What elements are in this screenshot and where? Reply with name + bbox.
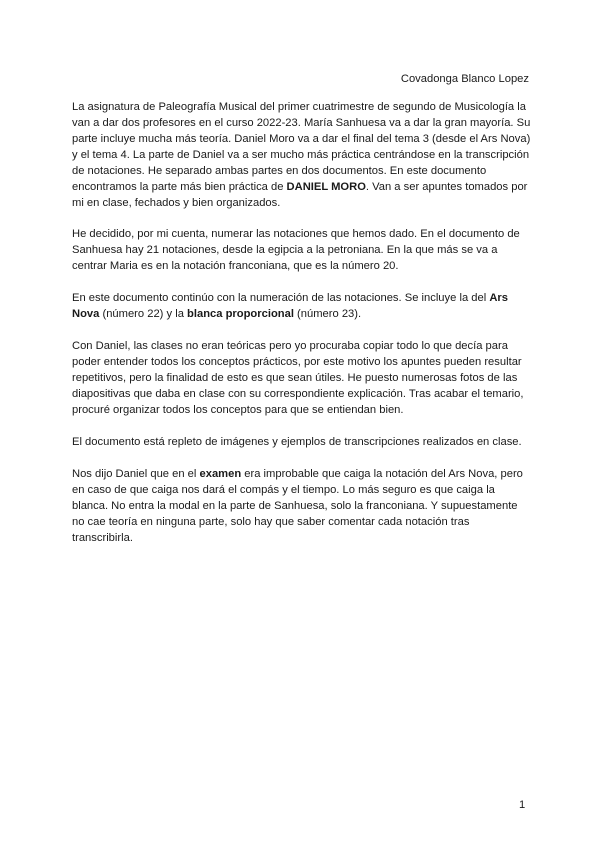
paragraph-classes <box>72 338 532 418</box>
paragraph-exam <box>72 466 532 546</box>
paragraph-intro-text-2: . Van a ser apuntes tomados por mi en clase, fechados y bien organizados. <box>72 181 528 209</box>
author-name: Covadonga Blanco Lopez <box>400 73 529 85</box>
document-body <box>72 99 532 562</box>
paragraph-notations-bold-blanca: blanca proporcional <box>187 308 294 320</box>
paragraph-notations-text-2: (número 22) y la <box>99 308 188 320</box>
paragraph-numbering <box>72 226 532 274</box>
paragraph-classes-text: Con Daniel, las clases no eran teóricas pero yo procuraba copiar todo lo que decía para poder entender todos los conceptos prácticos, por este motivo los apuntes pueden resultar repetitivos, pero la finalidad de esto es que sean útiles. He puesto numerosas fotos de las diapositivas que daba en clase con su correspondiente explicación. Tras acabar el temario, procuré organizar todos los conceptos para que se entiendan bien. <box>72 340 524 416</box>
paragraph-numbering-text: He decidido, por mi cuenta, numerar las notaciones que hemos dado. En el documento de Sanhuesa hay 21 notaciones, desde la egipcia a la petroniana. En la que más se va a centrar Maria es en la notación franconiana, que es la número 20. <box>72 228 520 272</box>
paragraph-exam-text-2: era improbable que caiga la notación del Ars Nova, pero en caso de que caiga nos dará el compás y el tiempo. Lo más seguro es que caiga la blanca. No entra la modal en la parte de Sanhuesa, solo la franconiana. Y supuestamente no cae teoría en ninguna parte, solo hay que saber comentar cada notación tras transcribirla. <box>72 468 523 544</box>
paragraph-images-text: El documento está repleto de imágenes y ejemplos de transcripciones realizados en clase. <box>72 436 522 448</box>
paragraph-exam-text-1: Nos dijo Daniel que en el <box>72 468 200 480</box>
paragraph-images <box>72 434 532 450</box>
page-number: 1 <box>519 799 526 811</box>
paragraph-notations-text-3: (número 23). <box>293 308 362 320</box>
paragraph-intro-bold-daniel-moro: DANIEL MORO <box>286 181 366 193</box>
paragraph-notations-bold-ars-nova: Ars Nova <box>72 292 508 320</box>
paragraph-notations <box>72 290 532 322</box>
paragraph-exam-bold-examen: examen <box>199 468 242 480</box>
paragraph-intro-text-1: La asignatura de Paleografía Musical del primer cuatrimestre de segundo de Musicología la van a dar dos profesores en el curso 2022-23. María Sanhuesa va a dar la gran mayoría. Su parte incluye mucha más teoría. Daniel Moro va a dar el final del tema 3 (desde el Ars Nova) y el tema 4. La parte de Daniel va a ser mucho más práctica centrándose en la transcripción de notaciones. He separado ambas partes en dos documentos. En este documento encontramos la parte más bien práctica de <box>72 101 531 193</box>
paragraph-notations-text-1: En este documento continúo con la numeración de las notaciones. Se incluye la del <box>72 292 490 304</box>
paragraph-intro <box>72 99 532 211</box>
